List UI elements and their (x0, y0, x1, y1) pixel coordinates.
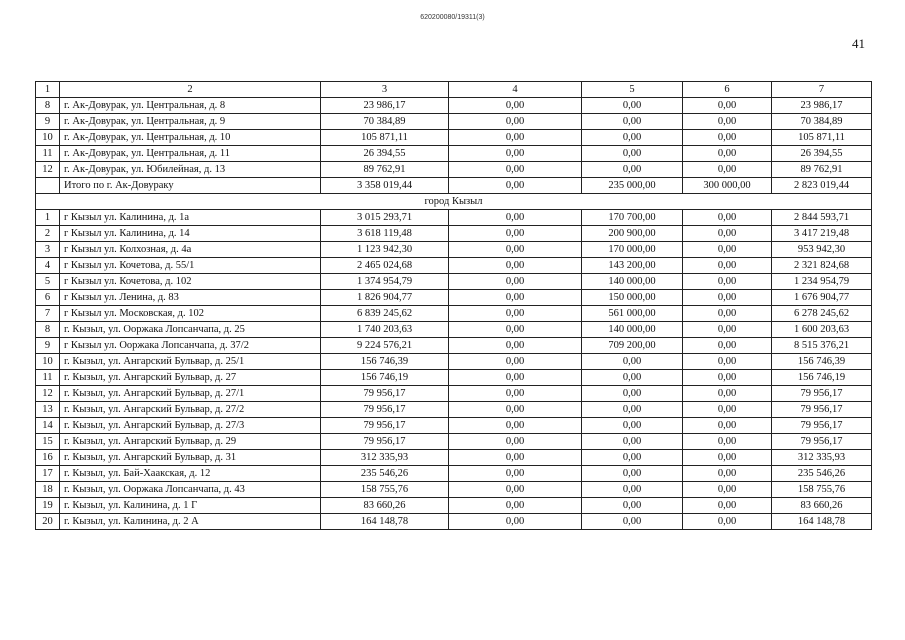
table-cell: 3 (36, 242, 60, 258)
table-cell: 0,00 (582, 354, 683, 370)
table-cell: 0,00 (449, 418, 582, 434)
table-cell: 0,00 (683, 466, 772, 482)
table-cell: 4 (36, 258, 60, 274)
table-cell: 79 956,17 (772, 402, 872, 418)
table-cell: 79 956,17 (772, 418, 872, 434)
table-row (36, 98, 872, 114)
table-cell: 170 700,00 (582, 210, 683, 226)
table-cell: 235 546,26 (772, 466, 872, 482)
table-cell: г. Ак-Довурак, ул. Центральная, д. 9 (60, 114, 321, 130)
table-cell: 8 (36, 98, 60, 114)
table-cell: 8 (36, 322, 60, 338)
table-cell: 9 (36, 338, 60, 354)
table-cell: 953 942,30 (772, 242, 872, 258)
column-number-row (36, 82, 872, 98)
table-cell: г. Кызыл, ул. Бай-Хаакская, д. 12 (60, 466, 321, 482)
table-cell: г. Кызыл, ул. Ангарский Бульвар, д. 25/1 (60, 354, 321, 370)
table-cell: 0,00 (449, 514, 582, 530)
table-cell: 9 (36, 114, 60, 130)
table-cell: 0,00 (449, 210, 582, 226)
table-cell: 0,00 (449, 226, 582, 242)
table-cell: 0,00 (683, 114, 772, 130)
table-cell: 0,00 (449, 338, 582, 354)
table-row (36, 226, 872, 242)
table-cell: 89 762,91 (321, 162, 449, 178)
table-cell: 1 374 954,79 (321, 274, 449, 290)
table-cell: 0,00 (449, 98, 582, 114)
table-cell: 14 (36, 418, 60, 434)
table-cell: 0,00 (582, 498, 683, 514)
table-cell: 0,00 (449, 306, 582, 322)
table-cell: 9 224 576,21 (321, 338, 449, 354)
table-cell: 2 (36, 226, 60, 242)
table-cell: 0,00 (582, 434, 683, 450)
table-cell: 0,00 (683, 306, 772, 322)
table-cell: 0,00 (449, 370, 582, 386)
document-code: 620200080/19311(3) (420, 14, 485, 21)
table-cell: 0,00 (449, 450, 582, 466)
table-cell: г. Ак-Довурак, ул. Юбилейная, д. 13 (60, 162, 321, 178)
table-cell: 0,00 (683, 434, 772, 450)
table-cell: 170 000,00 (582, 242, 683, 258)
table-cell: 26 394,55 (321, 146, 449, 162)
table-cell: 0,00 (449, 178, 582, 194)
table-cell: 5 (36, 274, 60, 290)
table-cell: 12 (36, 386, 60, 402)
table-cell: 164 148,78 (321, 514, 449, 530)
table-cell: 2 844 593,71 (772, 210, 872, 226)
table-cell: 0,00 (683, 162, 772, 178)
table-cell: 11 (36, 146, 60, 162)
table-cell: 0,00 (582, 146, 683, 162)
table-cell: 0,00 (582, 418, 683, 434)
table-cell: 17 (36, 466, 60, 482)
table-cell: 8 515 376,21 (772, 338, 872, 354)
table-row (36, 386, 872, 402)
table-cell: г. Кызыл, ул. Ооржака Лопсанчапа, д. 43 (60, 482, 321, 498)
table-cell: 1 123 942,30 (321, 242, 449, 258)
table-cell: 23 986,17 (321, 98, 449, 114)
table-cell: 0,00 (683, 482, 772, 498)
table-cell: г. Кызыл, ул. Калинина, д. 1 Г (60, 498, 321, 514)
table-cell: 3 015 293,71 (321, 210, 449, 226)
table-cell: 158 755,76 (772, 482, 872, 498)
table-cell: 235 000,00 (582, 178, 683, 194)
table-cell: 0,00 (582, 130, 683, 146)
table-row (36, 258, 872, 274)
table-cell: 0,00 (683, 274, 772, 290)
table-row (36, 178, 872, 194)
table-cell: 0,00 (683, 418, 772, 434)
table-row (36, 146, 872, 162)
table-cell: 0,00 (582, 482, 683, 498)
table-cell: 13 (36, 402, 60, 418)
column-number: 5 (582, 82, 683, 98)
table-cell: 2 823 019,44 (772, 178, 872, 194)
table-row (36, 242, 872, 258)
table-cell: 0,00 (683, 322, 772, 338)
table-cell: 10 (36, 130, 60, 146)
table-row (36, 306, 872, 322)
table-cell: 156 746,19 (772, 370, 872, 386)
table-cell: 79 956,17 (321, 386, 449, 402)
table-cell: 150 000,00 (582, 290, 683, 306)
table-cell: 89 762,91 (772, 162, 872, 178)
table-cell: 0,00 (683, 450, 772, 466)
table-cell: 1 676 904,77 (772, 290, 872, 306)
table-cell: 0,00 (683, 402, 772, 418)
table-cell: 156 746,39 (772, 354, 872, 370)
table-row (36, 434, 872, 450)
table-cell: 0,00 (449, 322, 582, 338)
table-cell: г Кызыл ул. Калинина, д. 1а (60, 210, 321, 226)
table-cell: 3 358 019,44 (321, 178, 449, 194)
table-cell: 3 417 219,48 (772, 226, 872, 242)
table-cell: 0,00 (449, 290, 582, 306)
table-cell: г Кызыл ул. Кочетова, д. 102 (60, 274, 321, 290)
table-cell: 10 (36, 354, 60, 370)
table-row (36, 418, 872, 434)
table-cell: 0,00 (449, 274, 582, 290)
column-number: 2 (60, 82, 321, 98)
table-row (36, 274, 872, 290)
table-cell: 143 200,00 (582, 258, 683, 274)
table-cell: Итого по г. Ак-Довураку (60, 178, 321, 194)
table-cell: 0,00 (582, 114, 683, 130)
table-cell: 7 (36, 306, 60, 322)
table-row (36, 354, 872, 370)
table-cell: 70 384,89 (772, 114, 872, 130)
table-cell: г Кызыл ул. Ооржака Лопсанчапа, д. 37/2 (60, 338, 321, 354)
table-cell: 0,00 (683, 146, 772, 162)
table-cell: г Кызыл ул. Колхозная, д. 4а (60, 242, 321, 258)
table-row (36, 402, 872, 418)
table-cell: 0,00 (449, 162, 582, 178)
table-cell: г. Кызыл, ул. Ангарский Бульвар, д. 29 (60, 434, 321, 450)
table-cell: 0,00 (449, 482, 582, 498)
table-cell: 312 335,93 (321, 450, 449, 466)
page-number: 41 (852, 36, 865, 51)
table-row (36, 450, 872, 466)
table-cell: 0,00 (449, 258, 582, 274)
table-cell: 312 335,93 (772, 450, 872, 466)
table-cell: 83 660,26 (772, 498, 872, 514)
table-cell: 1 826 904,77 (321, 290, 449, 306)
table-cell: 79 956,17 (772, 386, 872, 402)
table-cell: 0,00 (582, 466, 683, 482)
table-cell: 83 660,26 (321, 498, 449, 514)
table-cell: 0,00 (582, 450, 683, 466)
table-cell: 79 956,17 (321, 418, 449, 434)
table-row (36, 162, 872, 178)
table-cell: 0,00 (683, 258, 772, 274)
table-cell: 18 (36, 482, 60, 498)
table-cell: г. Ак-Довурак, ул. Центральная, д. 10 (60, 130, 321, 146)
table-cell: 0,00 (683, 210, 772, 226)
table-cell: 300 000,00 (683, 178, 772, 194)
table-cell: 105 871,11 (321, 130, 449, 146)
table-cell: 1 600 203,63 (772, 322, 872, 338)
table-cell: 156 746,19 (321, 370, 449, 386)
table-cell: 0,00 (449, 466, 582, 482)
table-cell: г. Кызыл, ул. Ангарский Бульвар, д. 31 (60, 450, 321, 466)
table-cell: г. Кызыл, ул. Ангарский Бульвар, д. 27/3 (60, 418, 321, 434)
table-cell: г. Ак-Довурак, ул. Центральная, д. 8 (60, 98, 321, 114)
table-cell: г. Ак-Довурак, ул. Центральная, д. 11 (60, 146, 321, 162)
table-cell: г Кызыл ул. Кочетова, д. 55/1 (60, 258, 321, 274)
table-row (36, 114, 872, 130)
table-cell: 200 900,00 (582, 226, 683, 242)
table-cell: 0,00 (582, 402, 683, 418)
table-row (36, 338, 872, 354)
table-cell: 0,00 (683, 130, 772, 146)
table-cell: 12 (36, 162, 60, 178)
table-cell: г. Кызыл, ул. Ооржака Лопсанчапа, д. 25 (60, 322, 321, 338)
table-cell: 0,00 (449, 498, 582, 514)
table-cell: г Кызыл ул. Ленина, д. 83 (60, 290, 321, 306)
table-cell: 2 321 824,68 (772, 258, 872, 274)
table-row (36, 322, 872, 338)
table-cell: 79 956,17 (321, 434, 449, 450)
column-number: 3 (321, 82, 449, 98)
table-cell: 0,00 (683, 370, 772, 386)
table-row (36, 514, 872, 530)
column-number: 6 (683, 82, 772, 98)
table-cell: 164 148,78 (772, 514, 872, 530)
table-cell: 0,00 (683, 290, 772, 306)
table-cell: 6 278 245,62 (772, 306, 872, 322)
table-cell: 0,00 (449, 130, 582, 146)
table-cell: 1 (36, 210, 60, 226)
table-cell: г. Кызыл, ул. Калинина, д. 2 А (60, 514, 321, 530)
table-cell: 70 384,89 (321, 114, 449, 130)
table-row (36, 210, 872, 226)
table-cell: 0,00 (683, 386, 772, 402)
table-row (36, 370, 872, 386)
table-cell: г. Кызыл, ул. Ангарский Бульвар, д. 27/1 (60, 386, 321, 402)
table-cell: г Кызыл ул. Калинина, д. 14 (60, 226, 321, 242)
table-cell: 79 956,17 (772, 434, 872, 450)
table-cell: 140 000,00 (582, 322, 683, 338)
section-title: город Кызыл (36, 194, 872, 210)
budget-table (35, 81, 872, 530)
table-cell: 0,00 (582, 98, 683, 114)
table-cell: 0,00 (683, 498, 772, 514)
table-cell: 0,00 (582, 386, 683, 402)
table-row (36, 482, 872, 498)
table-row (36, 498, 872, 514)
table-cell: 105 871,11 (772, 130, 872, 146)
table-cell: 0,00 (582, 162, 683, 178)
table-cell: 140 000,00 (582, 274, 683, 290)
table-cell: 19 (36, 498, 60, 514)
table-cell: 0,00 (449, 386, 582, 402)
table-cell: 0,00 (449, 434, 582, 450)
table-cell: 23 986,17 (772, 98, 872, 114)
table-cell: г. Кызыл, ул. Ангарский Бульвар, д. 27 (60, 370, 321, 386)
table-cell: 0,00 (683, 514, 772, 530)
table-cell: 0,00 (449, 146, 582, 162)
table-cell: 561 000,00 (582, 306, 683, 322)
table-cell (36, 178, 60, 194)
table-cell: 11 (36, 370, 60, 386)
table-cell: 0,00 (683, 242, 772, 258)
table-cell: 235 546,26 (321, 466, 449, 482)
table-cell: 2 465 024,68 (321, 258, 449, 274)
table-cell: 0,00 (582, 514, 683, 530)
table-cell: 709 200,00 (582, 338, 683, 354)
table-cell: 158 755,76 (321, 482, 449, 498)
table-cell: 20 (36, 514, 60, 530)
table-cell: 26 394,55 (772, 146, 872, 162)
table-cell: 1 740 203,63 (321, 322, 449, 338)
column-number: 4 (449, 82, 582, 98)
table-cell: 0,00 (582, 370, 683, 386)
table-cell: 79 956,17 (321, 402, 449, 418)
table-cell: 6 (36, 290, 60, 306)
column-number: 1 (36, 82, 60, 98)
table-row (36, 130, 872, 146)
table-body (36, 82, 872, 530)
table-cell: 0,00 (683, 338, 772, 354)
table-cell: 156 746,39 (321, 354, 449, 370)
table-row (36, 466, 872, 482)
table-cell: 0,00 (449, 114, 582, 130)
table-cell: 0,00 (449, 402, 582, 418)
table-cell: 6 839 245,62 (321, 306, 449, 322)
table-cell: 15 (36, 434, 60, 450)
table-cell: г. Кызыл, ул. Ангарский Бульвар, д. 27/2 (60, 402, 321, 418)
column-number: 7 (772, 82, 872, 98)
table-cell: 1 234 954,79 (772, 274, 872, 290)
table-cell: г Кызыл ул. Московская, д. 102 (60, 306, 321, 322)
table-cell: 16 (36, 450, 60, 466)
table-row (36, 290, 872, 306)
table-cell: 0,00 (449, 354, 582, 370)
table-cell: 3 618 119,48 (321, 226, 449, 242)
table-cell: 0,00 (449, 242, 582, 258)
table-cell: 0,00 (683, 226, 772, 242)
section-row (36, 194, 872, 210)
table-cell: 0,00 (683, 354, 772, 370)
table-cell: 0,00 (683, 98, 772, 114)
